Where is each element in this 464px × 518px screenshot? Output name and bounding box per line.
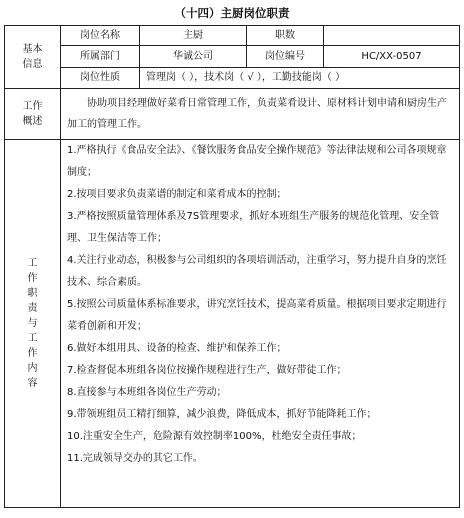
duty-item: 2.按项目要求负责菜谱的制定和菜肴成本的控制； <box>67 189 287 200</box>
row-position-type <box>5 68 460 89</box>
duty-item: 8.直接参与本班组各岗位生产劳动； <box>67 387 227 398</box>
basic-info-label: 基本 信息 <box>5 26 61 89</box>
department-label: 所属部门 <box>61 46 140 68</box>
duty-item: 11.完成领导交办的其它工作。 <box>67 453 203 464</box>
headcount-label: 职数 <box>247 26 324 46</box>
position-code-value: HC/XX-0507 <box>324 46 460 68</box>
row-duties <box>5 140 460 508</box>
overview-text-cell <box>61 89 460 140</box>
row-department <box>5 46 460 68</box>
duties-label: 工 作 职 责 与 工 作 内 容 <box>5 140 61 508</box>
duty-item: 9.带领班组员工精打细算，减少浪费，降低成本，抓好节能降耗工作； <box>67 409 377 420</box>
duty-item: 3.严格按照质量管理体系及7S管理要求，抓好本班组生产服务的规范化管理、安全管理、卫生保洁等工作； <box>67 211 440 244</box>
duty-item: 1.严格执行《食品安全法》、《餐饮服务食品安全操作规范》等法律法规和公司各项规章制度； <box>67 145 447 178</box>
row-overview <box>5 89 460 140</box>
duty-item: 4.关注行业动态，积极参与公司组织的各项培训活动，注重学习，努力提升自身的烹饪技术、综合素质。 <box>67 255 447 288</box>
duty-item: 7.检查督促本班组各岗位按操作规程进行生产，做好带徒工作； <box>67 365 347 376</box>
position-type-value: 管理岗（ ），技术岗（ √ ），工勤技能岗（ ） <box>140 68 460 89</box>
duty-item: 5.按照公司质量体系标准要求，讲究烹饪技术，提高菜肴质量。根据项目要求定期进行菜肴创新和开发； <box>67 299 447 332</box>
overview-text: 协助项目经理做好菜肴日常管理工作，负责菜肴设计、原材料计划申请和厨房生产加工的管理工作。 <box>67 98 447 130</box>
department-value: 华诚公司 <box>140 46 247 68</box>
position-type-label: 岗位性质 <box>61 68 140 89</box>
duty-item: 6.做好本组用具、设备的检查、维护和保养工作； <box>67 343 287 354</box>
duty-item: 10.注重安全生产，危险源有效控制率100%，杜绝安全责任事故； <box>67 431 362 442</box>
row-position-name <box>5 26 460 46</box>
document-title: （十四）主厨岗位职责 <box>174 6 290 20</box>
position-name-label: 岗位名称 <box>61 26 140 46</box>
headcount-value <box>324 26 460 46</box>
position-code-label: 岗位编号 <box>247 46 324 68</box>
job-table <box>4 25 460 508</box>
overview-label: 工作 概述 <box>5 89 61 140</box>
duties-list <box>61 140 460 508</box>
position-name-value: 主厨 <box>140 26 247 46</box>
